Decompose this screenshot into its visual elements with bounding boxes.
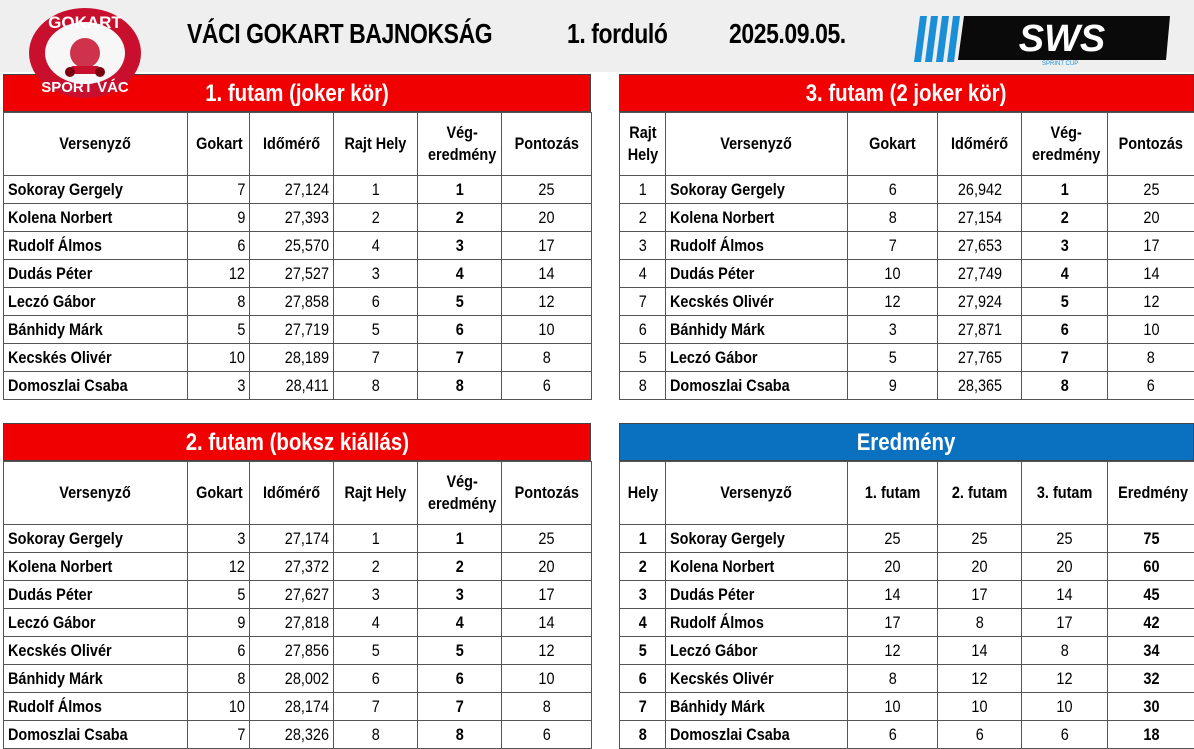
table-cell: 2 xyxy=(334,553,418,581)
table-cell: Sokoray Gergely xyxy=(4,176,188,204)
table-cell: 6 xyxy=(1022,316,1108,344)
table-cell: 12 xyxy=(1022,665,1108,693)
table-cell: 75 xyxy=(1108,525,1194,553)
table-cell: 14 xyxy=(502,609,592,637)
table-cell: 28,002 xyxy=(250,665,334,693)
table-cell: 7 xyxy=(418,693,502,721)
table-cell: 10 xyxy=(938,693,1022,721)
table-cell: 8 xyxy=(1022,637,1108,665)
logo-text-bottom: SPORT VÁC xyxy=(41,79,129,96)
table-cell: 6 xyxy=(938,721,1022,749)
table-cell: 32 xyxy=(1108,665,1194,693)
table-cell: 3 xyxy=(418,581,502,609)
table-cell: 10 xyxy=(848,260,938,288)
race3-title: 3. futam (2 joker kör) xyxy=(619,74,1194,112)
results-table xyxy=(619,461,1194,749)
table-row xyxy=(620,721,1194,749)
table-row xyxy=(620,288,1194,316)
results-col-header: 1. futam xyxy=(848,462,938,525)
table-cell: 4 xyxy=(334,232,418,260)
table-cell: 6 xyxy=(502,721,592,749)
table-cell: 5 xyxy=(188,316,250,344)
table-row xyxy=(4,581,592,609)
table-row xyxy=(620,637,1194,665)
table-cell: 27,749 xyxy=(938,260,1022,288)
table-cell: 5 xyxy=(418,288,502,316)
table-cell: 14 xyxy=(1022,581,1108,609)
table-row xyxy=(4,288,592,316)
table-row xyxy=(620,665,1194,693)
table-cell: 10 xyxy=(502,665,592,693)
race1-header-row xyxy=(4,113,592,176)
race3-table xyxy=(619,112,1194,400)
table-row xyxy=(4,260,592,288)
table-cell: 4 xyxy=(1022,260,1108,288)
table-cell: 1 xyxy=(334,176,418,204)
table-cell: 30 xyxy=(1108,693,1194,721)
table-cell: Kolena Norbert xyxy=(666,553,848,581)
table-cell: 28,189 xyxy=(250,344,334,372)
table-cell: Rudolf Álmos xyxy=(4,693,188,721)
table-cell: 6 xyxy=(848,721,938,749)
table-cell: 4 xyxy=(620,260,666,288)
table-cell: 12 xyxy=(502,288,592,316)
table-cell: 7 xyxy=(620,288,666,316)
race2-table xyxy=(3,461,592,749)
table-cell: 4 xyxy=(418,260,502,288)
table-row xyxy=(4,721,592,749)
table-cell: Bánhidy Márk xyxy=(666,316,848,344)
race3-body xyxy=(620,176,1194,400)
table-cell: 12 xyxy=(938,665,1022,693)
table-row xyxy=(4,176,592,204)
table-row xyxy=(4,553,592,581)
table-cell: 8 xyxy=(938,609,1022,637)
table-cell: 1 xyxy=(334,525,418,553)
table-row xyxy=(4,693,592,721)
table-cell: Kecskés Olivér xyxy=(4,637,188,665)
table-cell: 28,411 xyxy=(250,372,334,400)
table-cell: 10 xyxy=(1108,316,1194,344)
table-row xyxy=(620,693,1194,721)
results-col-header: 2. futam xyxy=(938,462,1022,525)
table-cell: 27,818 xyxy=(250,609,334,637)
table-row xyxy=(620,176,1194,204)
table-cell: 12 xyxy=(188,553,250,581)
table-cell: Kecskés Olivér xyxy=(4,344,188,372)
table-row xyxy=(620,232,1194,260)
table-cell: 1 xyxy=(1022,176,1108,204)
race2-col-header: Rajt Hely xyxy=(334,462,418,525)
table-cell: 10 xyxy=(502,316,592,344)
table-cell: 20 xyxy=(1022,553,1108,581)
table-cell: 42 xyxy=(1108,609,1194,637)
table-cell: 9 xyxy=(848,372,938,400)
race3-col-header: Gokart xyxy=(848,113,938,176)
table-cell: 12 xyxy=(1108,288,1194,316)
results-col-header: Hely xyxy=(620,462,666,525)
race3-panel xyxy=(619,74,1194,400)
table-cell: 27,858 xyxy=(250,288,334,316)
table-cell: 6 xyxy=(620,665,666,693)
table-cell: 2 xyxy=(1022,204,1108,232)
table-row xyxy=(620,581,1194,609)
table-cell: 27,924 xyxy=(938,288,1022,316)
date-label: 2025.09.05. xyxy=(729,18,846,49)
table-cell: 6 xyxy=(502,372,592,400)
table-cell: 3 xyxy=(620,581,666,609)
table-cell: Domoszlai Csaba xyxy=(4,372,188,400)
race3-col-header: Versenyző xyxy=(666,113,848,176)
table-cell: Dudás Péter xyxy=(4,260,188,288)
table-cell: 28,326 xyxy=(250,721,334,749)
table-cell: 10 xyxy=(848,693,938,721)
race2-header-row xyxy=(4,462,592,525)
table-cell: 14 xyxy=(938,637,1022,665)
results-col-header: Eredmény xyxy=(1108,462,1194,525)
table-row xyxy=(4,344,592,372)
table-cell: 4 xyxy=(418,609,502,637)
table-cell: 5 xyxy=(620,344,666,372)
race1-col-header: Rajt Hely xyxy=(334,113,418,176)
table-cell: 9 xyxy=(188,204,250,232)
table-cell: 8 xyxy=(334,372,418,400)
table-cell: 27,765 xyxy=(938,344,1022,372)
table-cell: 9 xyxy=(188,609,250,637)
table-cell: 26,942 xyxy=(938,176,1022,204)
table-cell: 28,174 xyxy=(250,693,334,721)
table-cell: 17 xyxy=(502,232,592,260)
table-cell: 6 xyxy=(188,232,250,260)
table-cell: 27,393 xyxy=(250,204,334,232)
table-cell: 8 xyxy=(418,372,502,400)
table-cell: 5 xyxy=(334,637,418,665)
race2-panel xyxy=(3,423,591,749)
table-cell: 14 xyxy=(502,260,592,288)
results-body xyxy=(620,525,1194,749)
results-header-row xyxy=(620,462,1194,525)
race1-body xyxy=(4,176,592,400)
table-row xyxy=(620,204,1194,232)
table-cell: 25 xyxy=(502,525,592,553)
table-cell: Bánhidy Márk xyxy=(666,693,848,721)
table-cell: 34 xyxy=(1108,637,1194,665)
table-cell: 25 xyxy=(938,525,1022,553)
table-cell: 10 xyxy=(1022,693,1108,721)
race3-col-header: Rajt Hely xyxy=(620,113,666,176)
table-cell: 45 xyxy=(1108,581,1194,609)
table-cell: Rudolf Álmos xyxy=(4,232,188,260)
table-cell: 27,653 xyxy=(938,232,1022,260)
race1-col-header: Gokart xyxy=(188,113,250,176)
table-cell: 7 xyxy=(334,344,418,372)
table-cell: 27,527 xyxy=(250,260,334,288)
table-cell: 3 xyxy=(620,232,666,260)
table-cell: 8 xyxy=(188,665,250,693)
table-cell: 7 xyxy=(848,232,938,260)
table-row xyxy=(4,609,592,637)
table-row xyxy=(620,525,1194,553)
race1-col-header: Versenyző xyxy=(4,113,188,176)
table-cell: 2 xyxy=(620,204,666,232)
table-cell: 1 xyxy=(418,525,502,553)
brand-text: SWS xyxy=(1018,18,1106,60)
table-cell: 4 xyxy=(620,609,666,637)
table-row xyxy=(4,525,592,553)
table-cell: 27,174 xyxy=(250,525,334,553)
table-cell: 8 xyxy=(620,721,666,749)
race1-table xyxy=(3,112,592,400)
race1-col-header: Vég- eredmény xyxy=(418,113,502,176)
table-cell: 7 xyxy=(188,721,250,749)
table-cell: 8 xyxy=(1108,344,1194,372)
table-cell: 6 xyxy=(418,316,502,344)
table-row xyxy=(620,609,1194,637)
table-cell: 27,124 xyxy=(250,176,334,204)
table-row xyxy=(4,637,592,665)
table-cell: 25 xyxy=(1022,525,1108,553)
table-cell: 6 xyxy=(1108,372,1194,400)
table-row xyxy=(4,316,592,344)
table-cell: 27,856 xyxy=(250,637,334,665)
table-cell: 20 xyxy=(848,553,938,581)
table-cell: Kecskés Olivér xyxy=(666,665,848,693)
gokart-sport-vac-logo xyxy=(26,6,144,100)
table-cell: 5 xyxy=(334,316,418,344)
table-cell: 28,365 xyxy=(938,372,1022,400)
table-cell: 20 xyxy=(502,553,592,581)
table-cell: 27,871 xyxy=(938,316,1022,344)
table-cell: Leczó Gábor xyxy=(4,609,188,637)
race2-col-header: Pontozás xyxy=(502,462,592,525)
table-row xyxy=(4,665,592,693)
table-cell: 7 xyxy=(334,693,418,721)
table-cell: 25 xyxy=(848,525,938,553)
table-cell: 20 xyxy=(1108,204,1194,232)
table-cell: 27,372 xyxy=(250,553,334,581)
table-cell: 8 xyxy=(620,372,666,400)
race3-col-header: Időmérő xyxy=(938,113,1022,176)
table-cell: Kolena Norbert xyxy=(4,204,188,232)
table-row xyxy=(4,204,592,232)
table-cell: 1 xyxy=(620,176,666,204)
results-col-header: 3. futam xyxy=(1022,462,1108,525)
table-cell: 17 xyxy=(1108,232,1194,260)
table-cell: 3 xyxy=(188,372,250,400)
table-cell: 6 xyxy=(418,665,502,693)
table-cell: Leczó Gábor xyxy=(666,344,848,372)
table-row xyxy=(620,553,1194,581)
table-cell: 5 xyxy=(620,637,666,665)
table-cell: 3 xyxy=(334,260,418,288)
table-cell: Leczó Gábor xyxy=(4,288,188,316)
table-cell: 17 xyxy=(938,581,1022,609)
table-cell: 17 xyxy=(848,609,938,637)
table-cell: 8 xyxy=(502,693,592,721)
sws-sprint-cup-logo xyxy=(912,14,1170,66)
table-cell: 12 xyxy=(848,288,938,316)
table-cell: 27,627 xyxy=(250,581,334,609)
table-cell: 5 xyxy=(848,344,938,372)
table-cell: 3 xyxy=(848,316,938,344)
table-cell: 8 xyxy=(1022,372,1108,400)
race3-header-row xyxy=(620,113,1194,176)
table-row xyxy=(4,232,592,260)
table-cell: 12 xyxy=(848,637,938,665)
table-cell: 7 xyxy=(620,693,666,721)
table-cell: 8 xyxy=(848,665,938,693)
results-col-header: Versenyző xyxy=(666,462,848,525)
table-cell: Kolena Norbert xyxy=(4,553,188,581)
race2-body xyxy=(4,525,592,749)
table-cell: 18 xyxy=(1108,721,1194,749)
table-cell: 17 xyxy=(1022,609,1108,637)
table-cell: Sokoray Gergely xyxy=(666,176,848,204)
race2-title: 2. futam (boksz kiállás) xyxy=(3,423,591,461)
table-cell: Rudolf Álmos xyxy=(666,232,848,260)
table-cell: 17 xyxy=(502,581,592,609)
results-title: Eredmény xyxy=(619,423,1194,461)
table-cell: 20 xyxy=(938,553,1022,581)
table-cell: 60 xyxy=(1108,553,1194,581)
table-cell: Bánhidy Márk xyxy=(4,316,188,344)
race1-title: 1. futam (joker kör) xyxy=(3,74,591,112)
race3-col-header: Vég- eredmény xyxy=(1022,113,1108,176)
table-cell: 3 xyxy=(188,525,250,553)
results-panel xyxy=(619,423,1194,749)
table-cell: 2 xyxy=(418,204,502,232)
race2-col-header: Gokart xyxy=(188,462,250,525)
table-cell: 20 xyxy=(502,204,592,232)
table-cell: Domoszlai Csaba xyxy=(4,721,188,749)
table-cell: 7 xyxy=(1022,344,1108,372)
table-cell: Domoszlai Csaba xyxy=(666,372,848,400)
table-cell: 2 xyxy=(418,553,502,581)
table-cell: 10 xyxy=(188,693,250,721)
table-cell: Bánhidy Márk xyxy=(4,665,188,693)
table-cell: 6 xyxy=(188,637,250,665)
table-cell: 4 xyxy=(334,609,418,637)
page-title: VÁCI GOKART BAJNOKSÁG xyxy=(187,18,493,49)
table-cell: 7 xyxy=(188,176,250,204)
brand-sub: SPRINT CUP xyxy=(1042,61,1079,66)
table-cell: 8 xyxy=(188,288,250,316)
table-cell: 25 xyxy=(1108,176,1194,204)
table-cell: Dudás Péter xyxy=(4,581,188,609)
table-cell: 14 xyxy=(848,581,938,609)
table-cell: 5 xyxy=(1022,288,1108,316)
table-cell: 1 xyxy=(620,525,666,553)
table-cell: 27,154 xyxy=(938,204,1022,232)
table-cell: 8 xyxy=(334,721,418,749)
table-cell: 12 xyxy=(502,637,592,665)
table-cell: 27,719 xyxy=(250,316,334,344)
table-cell: 6 xyxy=(334,288,418,316)
table-cell: 1 xyxy=(418,176,502,204)
table-cell: Dudás Péter xyxy=(666,581,848,609)
race3-col-header: Pontozás xyxy=(1108,113,1194,176)
table-cell: Domoszlai Csaba xyxy=(666,721,848,749)
table-cell: 12 xyxy=(188,260,250,288)
race1-col-header: Pontozás xyxy=(502,113,592,176)
race2-col-header: Időmérő xyxy=(250,462,334,525)
table-cell: 25,570 xyxy=(250,232,334,260)
race1-panel xyxy=(3,74,591,400)
table-cell: 8 xyxy=(502,344,592,372)
table-cell: Kecskés Olivér xyxy=(666,288,848,316)
table-cell: 2 xyxy=(620,553,666,581)
table-row xyxy=(620,260,1194,288)
table-cell: 5 xyxy=(418,637,502,665)
table-cell: Sokoray Gergely xyxy=(4,525,188,553)
table-cell: Leczó Gábor xyxy=(666,637,848,665)
table-cell: 2 xyxy=(334,204,418,232)
table-cell: 6 xyxy=(1022,721,1108,749)
table-cell: 3 xyxy=(334,581,418,609)
table-cell: 8 xyxy=(848,204,938,232)
table-row xyxy=(620,316,1194,344)
table-cell: 10 xyxy=(188,344,250,372)
table-cell: Rudolf Álmos xyxy=(666,609,848,637)
table-cell: 14 xyxy=(1108,260,1194,288)
table-cell: 6 xyxy=(620,316,666,344)
table-cell: 3 xyxy=(1022,232,1108,260)
table-cell: 25 xyxy=(502,176,592,204)
race2-col-header: Versenyző xyxy=(4,462,188,525)
table-cell: 8 xyxy=(418,721,502,749)
table-row xyxy=(4,372,592,400)
race2-col-header: Vég- eredmény xyxy=(418,462,502,525)
table-cell: 3 xyxy=(418,232,502,260)
table-cell: Dudás Péter xyxy=(666,260,848,288)
table-row xyxy=(620,372,1194,400)
logo-text-top: GOKART xyxy=(48,13,122,32)
table-row xyxy=(620,344,1194,372)
table-cell: 7 xyxy=(418,344,502,372)
race1-col-header: Időmérő xyxy=(250,113,334,176)
table-cell: Kolena Norbert xyxy=(666,204,848,232)
table-cell: 5 xyxy=(188,581,250,609)
table-cell: Sokoray Gergely xyxy=(666,525,848,553)
round-label: 1. forduló xyxy=(567,18,668,49)
table-cell: 6 xyxy=(334,665,418,693)
table-cell: 6 xyxy=(848,176,938,204)
